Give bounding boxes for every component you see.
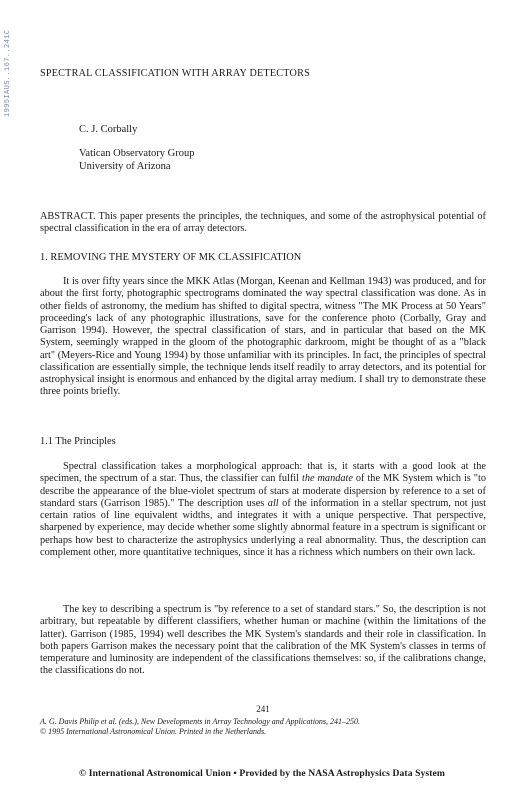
affiliation-line: University of Arizona [79, 160, 171, 172]
body-paragraph [40, 461, 486, 559]
text-run: Spectral classification takes a morphological approach: that is, it starts with a good look at the specimen, the spectrum of a star. Thus, the classifier can fulfil [40, 461, 486, 485]
body-paragraph: It is over fifty years since the MKK Atlas (Morgan, Keenan and Kellman 1943) was produced, and for about the first forty, photographic spectrograms dominated the way spectral classification was done. As in other fields of astronomy, the medium has shifted to digital spectra, witness "The MK Process at 50 Years" proceeding's lack of any photographic illustrations, save for the conference photo (Corbally, Gray and Garrison 1994). However, the spectral classification of stars, and in particular that based on the MK System, seemingly wrapped in the gloom of the photographic darkroom, might be thought of as a "black art" (Meyers-Rice and Young 1994) by those unfamiliar with its principles. In fact, the principles of spectral classification are essentially simple, the technique lends itself readily to array detectors, and its potential for astrophysical insight is enormous and enhanced by the digital array medium. I shall try to demonstrate these three points briefly. [40, 276, 486, 398]
author-name: C. J. Corbally [79, 124, 138, 135]
emphasis: all [267, 497, 279, 509]
ads-footer-bar: © International Astronomical Union • Provided by the NASA Astrophysics Data System [79, 768, 445, 779]
publication-footnote [40, 717, 486, 737]
emphasis: the mandate [301, 473, 353, 485]
text-run: of the information in a stellar spectrum, not just certain ratios of line equivalent widths, and integrates it with a unique perspective. That perspective, sharpened by experience, may decide whether some slightly abnormal feature in a spectrum is significant or perhaps how best to characterize the astrophysics underlying a real abnormality. Thus, the description can complement other, more quantitative techniques, since it has a richness which numbers on their own lack. [40, 497, 486, 558]
section-heading: 1. REMOVING THE MYSTERY OF MK CLASSIFICATION [40, 252, 302, 263]
abstract-label: ABSTRACT. [40, 211, 96, 222]
bibcode-identifier: 1995IAUS..167..241C [4, 30, 12, 118]
footnote-line: A. G. Davis Philip et al. (eds.), New Developments in Array Technology and Applications, 241–250. [40, 717, 361, 726]
text-run: of the MK System which is "to describe the appearance of the blue-violet spectrum of stars at moderate dispersion by reference to a set of standard stars (Garrison 1985)." The description uses [40, 473, 486, 509]
abstract [40, 211, 486, 236]
author-affiliation [79, 148, 194, 173]
abstract-text: This paper presents the principles, the techniques, and some of the astrophysical potential of spectral classification in the era of array detectors. [40, 211, 486, 235]
body-paragraph: The key to describing a spectrum is "by reference to a set of standard stars." So, the description is not arbitrary, but repeatable by different classifiers, whether human or machine (within the limitations of the latter). Garrison (1985, 1994) well describes the MK System's standards and their role in classification. In both papers Garrison makes the necessary point that the calibration of the MK System's classes in terms of temperature and luminosity are independent of the classifications themselves: so, if the calibrations change, the classifications do not. [40, 604, 486, 677]
paper-title: SPECTRAL CLASSIFICATION WITH ARRAY DETECTORS [40, 68, 310, 79]
affiliation-line: Vatican Observatory Group [79, 148, 195, 159]
footnote-line: © 1995 International Astronomical Union. Printed in the Netherlands. [40, 727, 267, 736]
subsection-heading: 1.1 The Principles [40, 436, 116, 447]
page-number: 241 [256, 704, 270, 714]
